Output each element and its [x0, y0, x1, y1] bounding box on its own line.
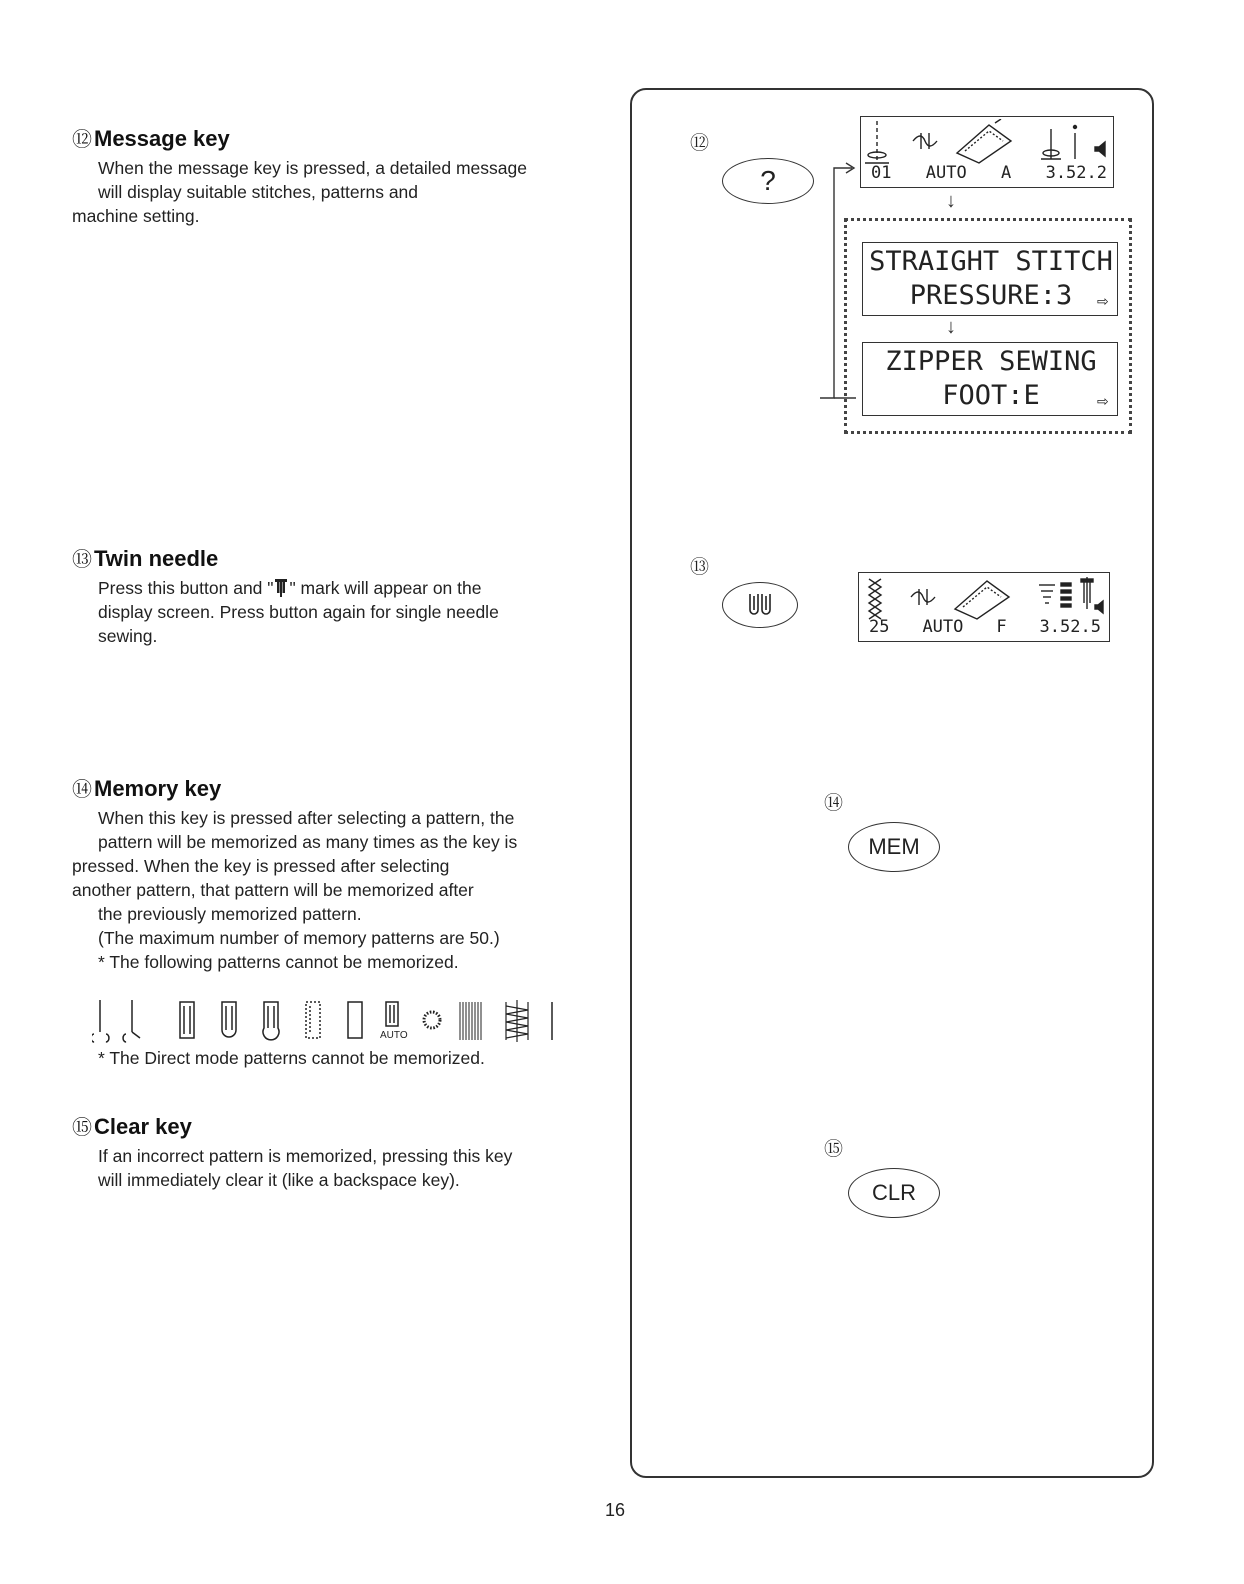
non-memorizable-patterns	[92, 998, 562, 1044]
lcd-line: PRESSURE:3	[909, 280, 1073, 311]
key-label: MEM	[868, 834, 920, 859]
text-line	[72, 576, 499, 600]
clear-key-heading	[72, 1114, 192, 1141]
length-width-setting: 3.52.2	[1045, 163, 1107, 183]
buttonhole-auto-icon	[386, 1002, 398, 1026]
foot-letter: A	[1001, 163, 1012, 183]
lcd-line: FOOT:E	[942, 380, 1040, 411]
auto-label: AUTO	[380, 1030, 408, 1041]
section-number: ⑮	[72, 1117, 92, 1139]
foot-letter: F	[996, 617, 1007, 637]
straight-stitch-icon	[865, 121, 889, 163]
twin-needle-button[interactable]	[722, 582, 798, 628]
memory-key-text	[72, 806, 517, 974]
section-title: Message key	[94, 126, 230, 151]
stitch-width-bars-icon	[1061, 583, 1071, 607]
text-line: If an incorrect pattern is memorized, pressing this key	[98, 1146, 513, 1166]
lcd-status-row	[869, 617, 1101, 637]
tension-mode: AUTO	[925, 163, 967, 183]
text-line: sewing.	[98, 626, 158, 646]
section-title: Twin needle	[94, 546, 219, 571]
text-line: (The maximum number of memory patterns are 50.)	[98, 928, 500, 948]
section-title: Memory key	[94, 776, 222, 801]
darning-stitch-icon	[460, 1002, 481, 1040]
text-line: pressed. When the key is pressed after selecting	[72, 856, 450, 876]
text-line: * The following patterns cannot be memorized.	[98, 952, 459, 972]
text-line: When the message key is pressed, a detailed message	[98, 158, 527, 178]
pattern-number: 01	[871, 163, 892, 183]
lcd-display-twin-needle	[858, 572, 1110, 642]
eyelet-icon	[424, 1012, 440, 1028]
stitch-width-icon	[1074, 126, 1077, 160]
key-label: CLR	[871, 1180, 916, 1205]
page-number: 16	[604, 1500, 626, 1520]
decorative-stitch-icon	[869, 579, 881, 619]
text-fragment: " mark will appear on the	[289, 578, 482, 598]
tension-mode: AUTO	[922, 617, 964, 637]
thread-tension-icon	[913, 133, 937, 149]
twin-needle-icon	[1081, 577, 1093, 609]
next-arrow-icon: ⇨	[1097, 293, 1109, 309]
next-arrow-icon: ⇨	[1097, 393, 1109, 409]
lcd-icons	[859, 575, 1109, 621]
buttonhole-round-icon	[222, 1002, 236, 1037]
twin-needle-text	[72, 576, 499, 648]
speaker-icon	[1095, 142, 1105, 156]
lcd-message-zipper-foot	[862, 342, 1118, 416]
text-line: When this key is pressed after selecting a pattern, the	[98, 808, 515, 828]
buttonhole-square-icon	[180, 1002, 194, 1038]
buttonhole-keyhole-icon	[263, 1002, 279, 1040]
memory-key-heading	[72, 776, 221, 803]
presser-foot-icon	[957, 119, 1011, 163]
text-line: the previously memorized pattern.	[98, 904, 362, 924]
twin-needle-key-icon	[745, 592, 775, 618]
lcd-display-straight	[860, 116, 1114, 188]
stitch-length-bars-icon	[1039, 585, 1055, 603]
lcd-icons	[861, 119, 1111, 165]
section-title: Clear key	[94, 1114, 192, 1139]
basting-stitch-icon	[123, 1000, 140, 1042]
message-key-button[interactable]	[722, 158, 814, 204]
basting-stitch-icon	[92, 1000, 109, 1042]
text-line: display screen. Press button again for single needle	[98, 602, 499, 622]
speaker-icon	[1095, 601, 1103, 613]
lcd-line: STRAIGHT STITCH	[869, 246, 1113, 277]
twin-needle-icon	[275, 579, 287, 597]
clear-key-button[interactable]	[848, 1168, 940, 1218]
section-number: ⑬	[72, 549, 92, 571]
text-line: will display suitable stitches, patterns and	[98, 182, 419, 202]
thread-tension-icon	[911, 589, 935, 605]
text-line: another pattern, that pattern will be memorized after	[72, 880, 474, 900]
text-line: pattern will be memorized as many times as the key is	[98, 832, 518, 852]
pattern-number: 25	[869, 617, 890, 637]
down-arrow-icon: ↓	[946, 190, 956, 212]
message-key-text	[72, 156, 527, 228]
buttonhole-bound-icon	[348, 1002, 362, 1038]
panel-number: ⑬	[690, 557, 710, 578]
lcd-line: ZIPPER SEWING	[885, 346, 1097, 377]
text-fragment: Press this button and "	[98, 578, 274, 598]
panel-number: ⑮	[824, 1139, 844, 1160]
lcd-status-row	[871, 163, 1107, 183]
down-arrow-icon: ↓	[946, 316, 956, 338]
bartack-icon	[506, 1000, 528, 1042]
stitch-length-icon	[1041, 129, 1061, 159]
memory-key-button[interactable]	[848, 822, 940, 872]
panel-number: ⑭	[824, 793, 844, 814]
lcd-message-straight-stitch	[862, 242, 1118, 316]
panel-number: ⑫	[690, 133, 710, 154]
clear-key-text	[72, 1144, 512, 1192]
twin-needle-heading	[72, 546, 218, 573]
length-width-setting: 3.52.5	[1039, 617, 1101, 637]
key-label: ?	[760, 165, 776, 196]
text-line: will immediately clear it (like a backspace key).	[98, 1170, 460, 1190]
section-number: ⑭	[72, 779, 92, 801]
section-number: ⑫	[72, 129, 92, 151]
buttonhole-stretch-icon	[306, 1002, 320, 1038]
direct-mode-note: * The Direct mode patterns cannot be memorized.	[98, 1048, 485, 1068]
message-key-heading	[72, 126, 230, 153]
presser-foot-icon	[955, 581, 1009, 619]
text-line: machine setting.	[72, 206, 200, 226]
